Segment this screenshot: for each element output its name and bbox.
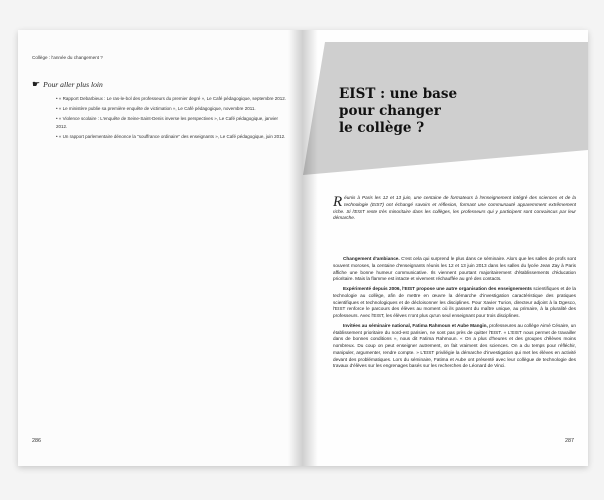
paragraph-lead-in: Expérimenté depuis 2006, l'EIST propose une autre organisation des enseignements: [343, 286, 532, 291]
right-page: [303, 30, 588, 466]
page-number-left: 286: [32, 438, 41, 444]
reference-item: • « Rapport Debarbieux : Le ras-le-bol des professeurs du premier degré », Le Café pédagogique, septembre 2012.: [56, 96, 286, 101]
pointing-hand-icon: ☛: [32, 79, 41, 89]
paragraph-lead-in: Invitées au séminaire national, Fatima Rahmoun et Aube Mangin,: [343, 322, 488, 328]
body-paragraph: [333, 256, 576, 283]
lead-text: éunis à Paris les 12 et 13 juin, une centaine de formateurs à l'enseignement intégré des sciences et de la technologie (EIST) ont échangé savoirs et réflexion, formant une communauté apparemment extrêmement riche. Si l'EIST reste très minoritaire dans les collèges, les professeurs qui y participent sont convaincus par leur démarche.: [333, 195, 576, 221]
paragraph-text: professeures au collège Aimé Césaire, un établissement prioritaire du nord-est parisien, ne sont pas près de quitter l'EIST. « L'EIST nous permet de travailler dans de bonnes conditions », nous dit Fatima Rahmoun. « On a plus d'heures et des groupes d'élèves moins nombreux. Du coup on peut enseigner autrement, on fait vraiment des sciences. On a du temps pour réfléchir, manipuler, argumenter, rendre compte. » L'EIST privilégie la démarche d'investigation qui met les élèves en activité devant des problématiques. Lors du séminaire, Fatima et Aube ont présenté avec leur collègue de technologie des travaux d'élèves sur les engrenages basés sur les recherches de Léonard de Vinci.: [333, 322, 576, 369]
reference-item: • « Le ministère publie sa première enquête de victimation », Le Café pédagogique, novembre 2011.: [56, 106, 256, 111]
reference-item: • « Un rapport parlementaire dénonce la "souffrance ordinaire" des enseignants », Le Café pédagogique, juin 2012.: [56, 133, 286, 139]
paragraph-lead-in: Changement d'ambiance.: [343, 256, 400, 261]
page-number-right: 287: [565, 438, 574, 444]
body-paragraph: [333, 323, 576, 370]
left-page: [18, 30, 303, 466]
reference-item: • « Violence scolaire : L'enquête de Seine-Saint-Denis inverse les perspectives », Le Café pédagogique, janvier 2012.: [56, 116, 278, 129]
open-book: [18, 30, 588, 466]
section-heading: [32, 80, 103, 89]
body-paragraph: [333, 286, 576, 320]
section-title: Pour aller plus loin: [43, 80, 103, 89]
lead-paragraph: [333, 195, 576, 222]
paragraph-text: scientifiques et de la technologie au collège, afin de mettre en œuvre la démarche d'investigation caractéristique des pratiques scientifiques et technologiques et de décloisonner les disciplines. Pour Xavier Turion, directeur adjoint à la Dgesco, l'EIST renforce le parcours des élèves au moment où ils passent du maître unique, au primaire, à la pluralité des professeurs. Avec l'EIST, les élèves n'ont plus qu'un seul enseignant pour trois disciplines.: [333, 286, 576, 318]
paragraph-text: C'est cela qui surprend le plus dans ce séminaire. Alors que les salles de profs sont souvent moroses, la centaine d'enseignants réunis les 12 et 13 juin 2013 dans les salles du lycée Jean Zay à Paris affiche une bonne humeur communicative. Ils viennent pourtant majoritairement d'établissements d'éducation prioritaire. Mais la flamme est intacte et vivement réchauffée au gré des contacts.: [333, 256, 576, 282]
reference-list: [56, 95, 286, 143]
article-body: [333, 256, 576, 373]
running-head: Collège : l'année du changement ?: [32, 55, 103, 60]
lead-initial: R: [333, 194, 343, 210]
article-title: EIST : une base pour changer le collège ?: [339, 86, 458, 136]
